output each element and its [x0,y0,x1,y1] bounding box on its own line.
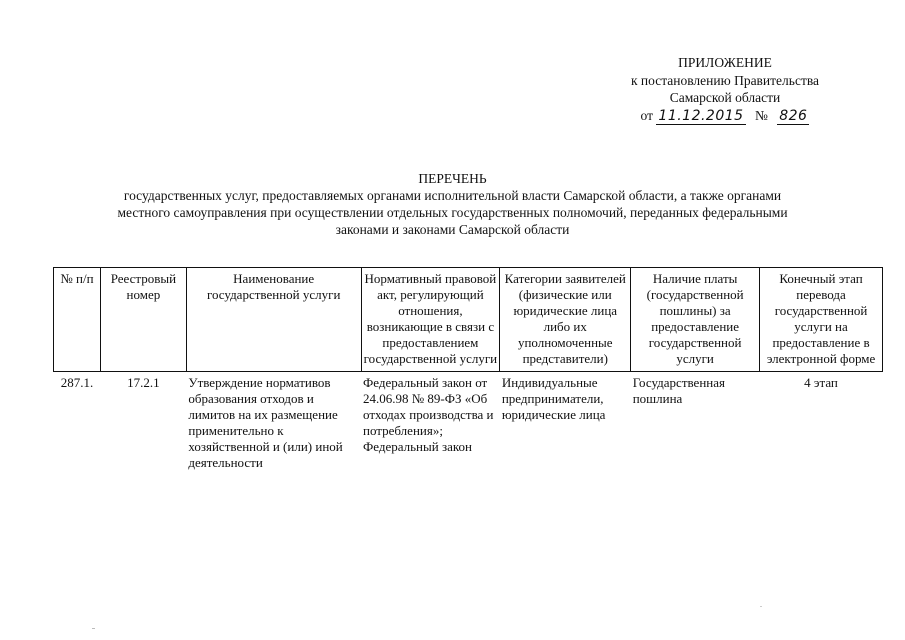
table-row [54,372,883,475]
cell-service: Утверждение нормативов образования отходов и лимитов на их размещение применительно к хозяйственной и (или) иной деятельности [188,375,343,470]
appendix-block [600,54,850,125]
cell-registry: 17.2.1 [127,375,160,390]
number-sign: № [754,107,768,123]
title-line-2: местного самоуправления при осуществлении отдельных государственных полномочий, переданных федеральными [117,205,788,220]
header-legal-act: Нормативный правовой акт, регулирующий отношения, возникающие в связи с предоставлением государственной услуги [361,268,500,372]
title-line-3: законами и законами Самарской области [335,222,570,237]
appendix-line-2: Самарской области [669,90,781,105]
cell-fee: Государственная пошлина [632,375,725,406]
title-line-1: государственных услуг, предоставляемых органами исполнительной власти Самарской области, а также органами [123,188,782,203]
scan-speck [760,606,762,607]
table-header-row [54,268,883,372]
cell-legal-act: Федеральный закон от 24.06.98 № 89-ФЗ «Об отходах производства и потребления»; Федеральный закон [363,375,494,454]
cell-applicants: Индивидуальные предприниматели, юридические лица [501,375,606,422]
services-table [53,267,883,474]
title-heading: ПЕРЕЧЕНЬ [418,171,487,186]
header-service-name: Наименование государственной услуги [186,268,361,372]
header-final-stage: Конечный этап перевода государственной услуги на предоставление в электронной форме [760,268,883,372]
appendix-date-line [600,107,850,126]
header-registry-number: Реестровый номер [100,268,186,372]
header-number: № п/п [54,268,101,372]
handwritten-date: 11.12.2015 [658,107,744,124]
scan-speck [92,628,95,629]
handwritten-number: 826 [779,107,808,124]
date-prefix: от [640,107,654,123]
header-applicant-categories: Категории заявителей (физические или юридические лица либо их уполномоченные представители) [500,268,631,372]
appendix-line-1: к постановлению Правительства [630,72,820,88]
document-title [60,170,845,238]
cell-stage: 4 этап [804,375,838,390]
cell-number: 287.1. [60,375,94,390]
appendix-heading: ПРИЛОЖЕНИЕ [678,55,772,70]
header-fee: Наличие платы (государственной пошлины) за предоставление государственной услуги [631,268,760,372]
